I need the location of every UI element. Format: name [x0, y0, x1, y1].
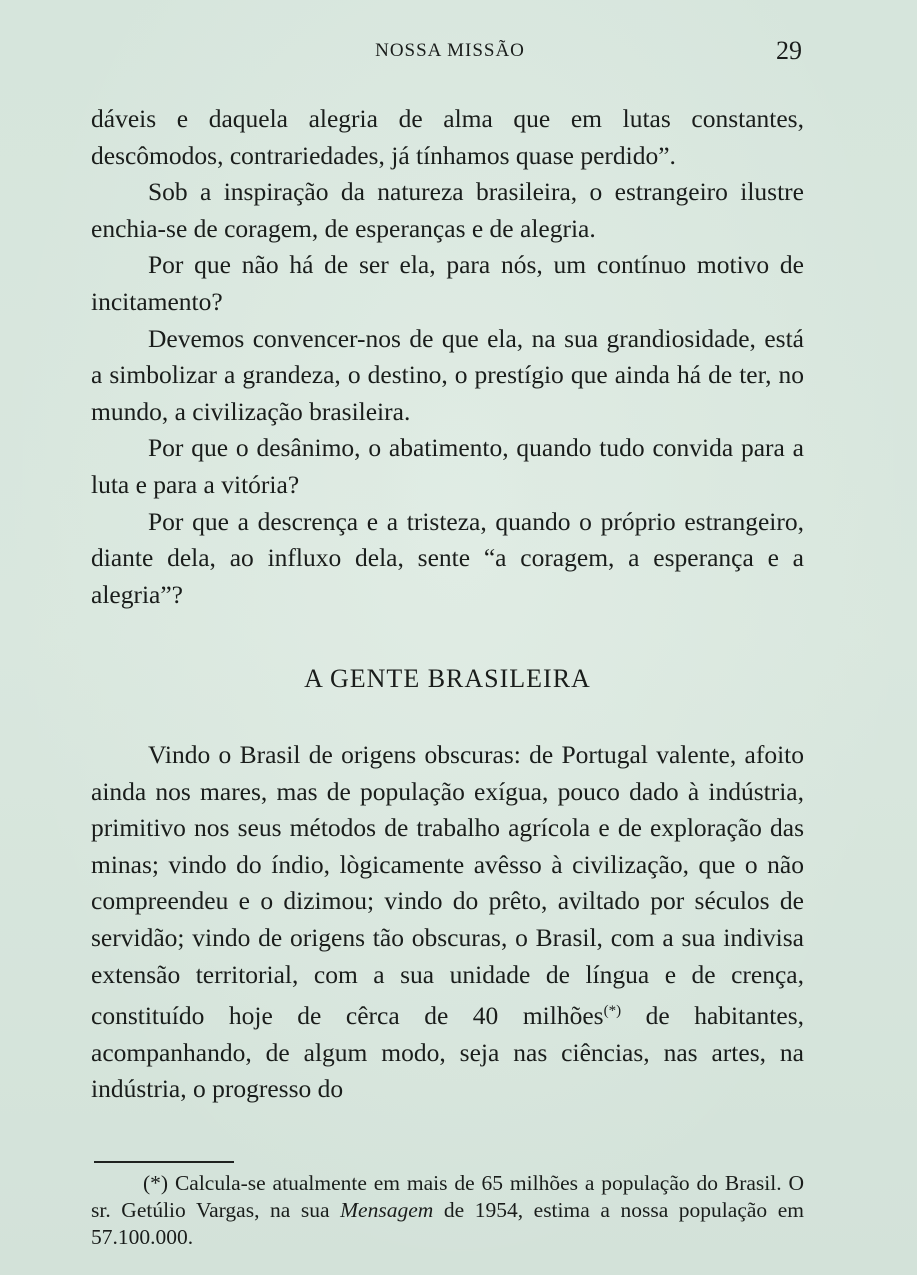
footnote [91, 1170, 804, 1251]
paragraph: Por que o desânimo, o abatimento, quando tudo convida para a luta e para a vitória? [91, 433, 804, 499]
page-number: 29 [776, 36, 802, 65]
footnote-marker: (*) [603, 1003, 622, 1020]
paragraph [91, 737, 804, 1108]
section-heading: A GENTE BRASILEIRA [304, 664, 591, 693]
running-head [90, 38, 810, 68]
paragraph: Devemos convencer-nos de que ela, na sua grandiosidade, está a simbolizar a grandeza, o destino, o prestígio que ainda há de ter, no mundo, a civilização brasileira. [91, 323, 804, 426]
footnote-rule [94, 1161, 234, 1163]
footnote-text-part: de 1954, estima a nossa população em 57.100.000. [91, 1198, 804, 1249]
footnote-marker: (*) [143, 1171, 169, 1195]
paragraph-text: Vindo o Brasil de origens obscuras: de Portugal valente, afoito ainda nos mares, mas de população exígua, pouco dado à indústria, primitivo nos seus métodos de trabalho agrícola e de exploração das minas; vindo do índio, lògicamente avêsso à civilização, que o não compreendeu e o dizimou; vindo do prêto, aviltado por séculos de servidão; vindo de origens tão obscuras, o Brasil, com a sua indivisa extensão territorial, com a sua unidade de língua e de crença, constituído hoje de cêrca de 40 milhões [91, 740, 804, 1031]
running-title: NOSSA MISSÃO [375, 40, 525, 61]
paragraph: Por que a descrença e a tristeza, quando o próprio estrangeiro, diante dela, ao influxo dela, sente “a coragem, a esperança e a alegria”? [91, 506, 804, 609]
paragraph: Por que não há de ser ela, para nós, um contínuo motivo de incitamento? [91, 250, 804, 316]
footnote-text-part: Calcula-se atualmente em mais de 65 milhões a população do Brasil. O sr. Getúlio Vargas, na sua [91, 1171, 804, 1222]
footnote-italic-title: Mensagem [340, 1198, 434, 1222]
section-text-block [91, 737, 804, 1108]
top-text-block [91, 101, 804, 613]
paragraph: Sob a inspiração da natureza brasileira, o estrangeiro ilustre enchia-se de coragem, de esperanças e de alegria. [91, 177, 804, 243]
footnote-text [91, 1170, 804, 1251]
paragraph-continuation: dáveis e daquela alegria de alma que em lutas constantes, descômodos, contrariedades, já tínhamos quase perdido”. [91, 104, 804, 170]
paragraph-text: de habitantes, acompanhando, de algum modo, seja nas ciências, nas artes, na indústria, o progresso do [91, 1001, 804, 1104]
